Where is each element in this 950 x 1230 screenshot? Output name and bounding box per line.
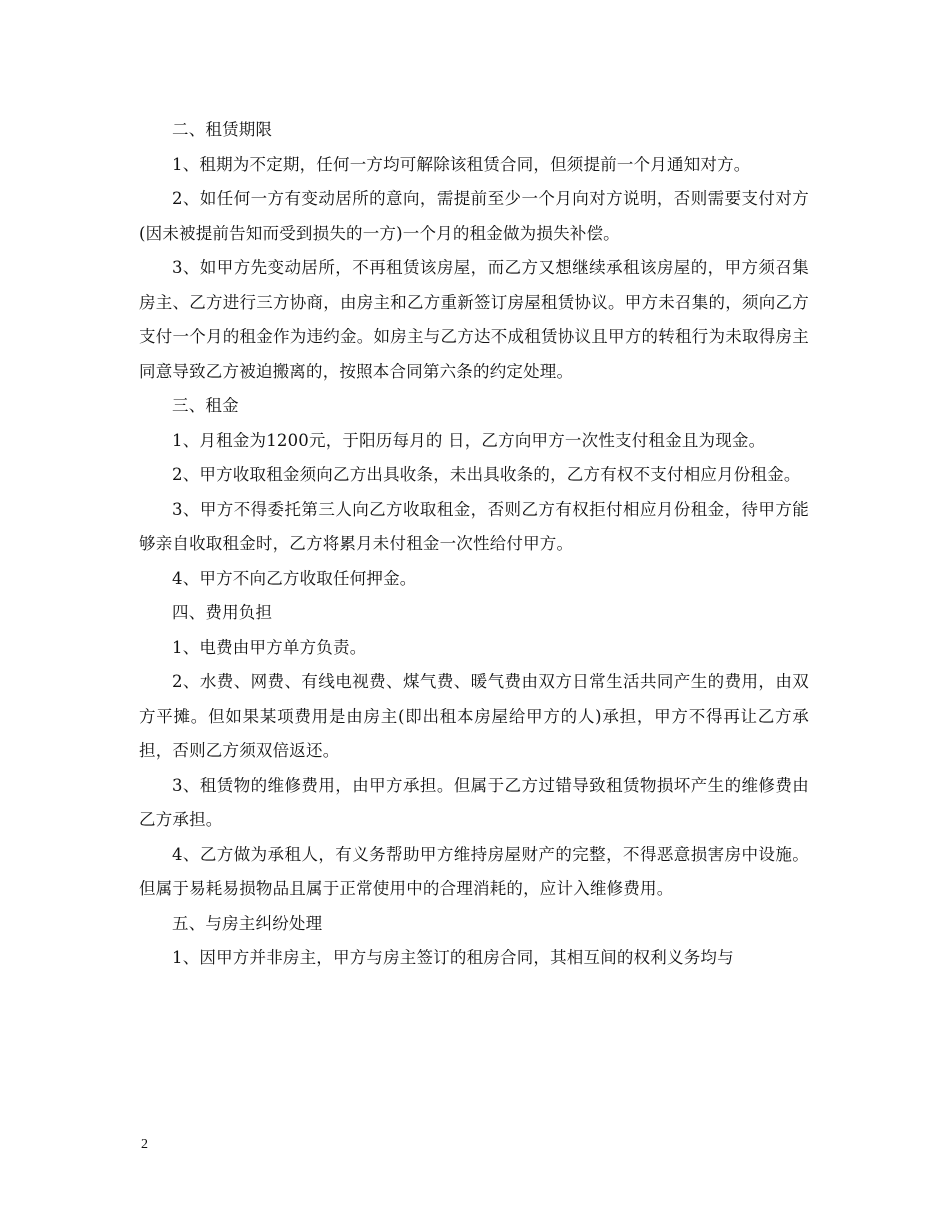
clause-paragraph: 2、如任何一方有变动居所的意向，需提前至少一个月向对方说明，否则需要支付对方(因未被提前告知而受到损失的一方)一个月的租金做为损失补偿。 <box>139 189 809 243</box>
section-heading-rent: 三、租金 <box>172 396 239 415</box>
clause-paragraph: 1、电费由甲方单方负责。 <box>172 637 367 657</box>
page-number: 2 <box>141 1137 148 1152</box>
clause-paragraph: 4、甲方不向乙方收取任何押金。 <box>172 568 417 588</box>
clause-paragraph: 1、月租金为1200元，于阳历每月的 日，乙方向甲方一次性支付租金且为现金。 <box>172 430 766 450</box>
section-heading-landlord-disputes: 五、与房主纠纷处理 <box>172 913 323 933</box>
clause-paragraph: 3、如甲方先变动居所，不再租赁该房屋，而乙方又想继续承租该房屋的，甲方须召集房主、乙方进行三方协商，由房主和乙方重新签订房屋租赁协议。甲方未召集的，须向乙方支付一个月的租金作为违约金。如房主与乙方达不成租赁协议且甲方的转租行为未取得房主同意导致乙方被迫搬离的，按照本合同第六条的约定处理。 <box>139 258 809 381</box>
section-heading-lease-term: 二、租赁期限 <box>172 120 273 139</box>
clause-paragraph: 1、租期为不定期，任何一方均可解除该租赁合同，但须提前一个月通知对方。 <box>172 154 751 174</box>
clause-paragraph: 4、乙方做为承租人，有义务帮助甲方维持房屋财产的完整，不得恶意损害房中设施。但属于易耗易损物品且属于正常使用中的合理消耗的，应计入维修费用。 <box>139 844 809 898</box>
clause-paragraph: 2、甲方收取租金须向乙方出具收条，未出具收条的，乙方有权不支付相应月份租金。 <box>172 465 801 484</box>
clause-paragraph: 3、租赁物的维修费用，由甲方承担。但属于乙方过错导致租赁物损坏产生的维修费由乙方承担。 <box>139 775 809 829</box>
document-body <box>139 113 809 976</box>
clause-paragraph: 3、甲方不得委托第三人向乙方收取租金，否则乙方有权拒付相应月份租金，待甲方能够亲自收取租金时，乙方将累月未付租金一次性给付甲方。 <box>139 499 809 553</box>
section-heading-expenses: 四、费用负担 <box>172 603 273 622</box>
clause-paragraph: 2、水费、网费、有线电视费、煤气费、暖气费由双方日常生活共同产生的费用，由双方平摊。但如果某项费用是由房主(即出租本房屋给甲方的人)承担，甲方不得再让乙方承担，否则乙方须双倍返还。 <box>139 672 809 760</box>
clause-paragraph: 1、因甲方并非房主，甲方与房主签订的租房合同，其相互间的权利义务均与 <box>172 948 734 967</box>
